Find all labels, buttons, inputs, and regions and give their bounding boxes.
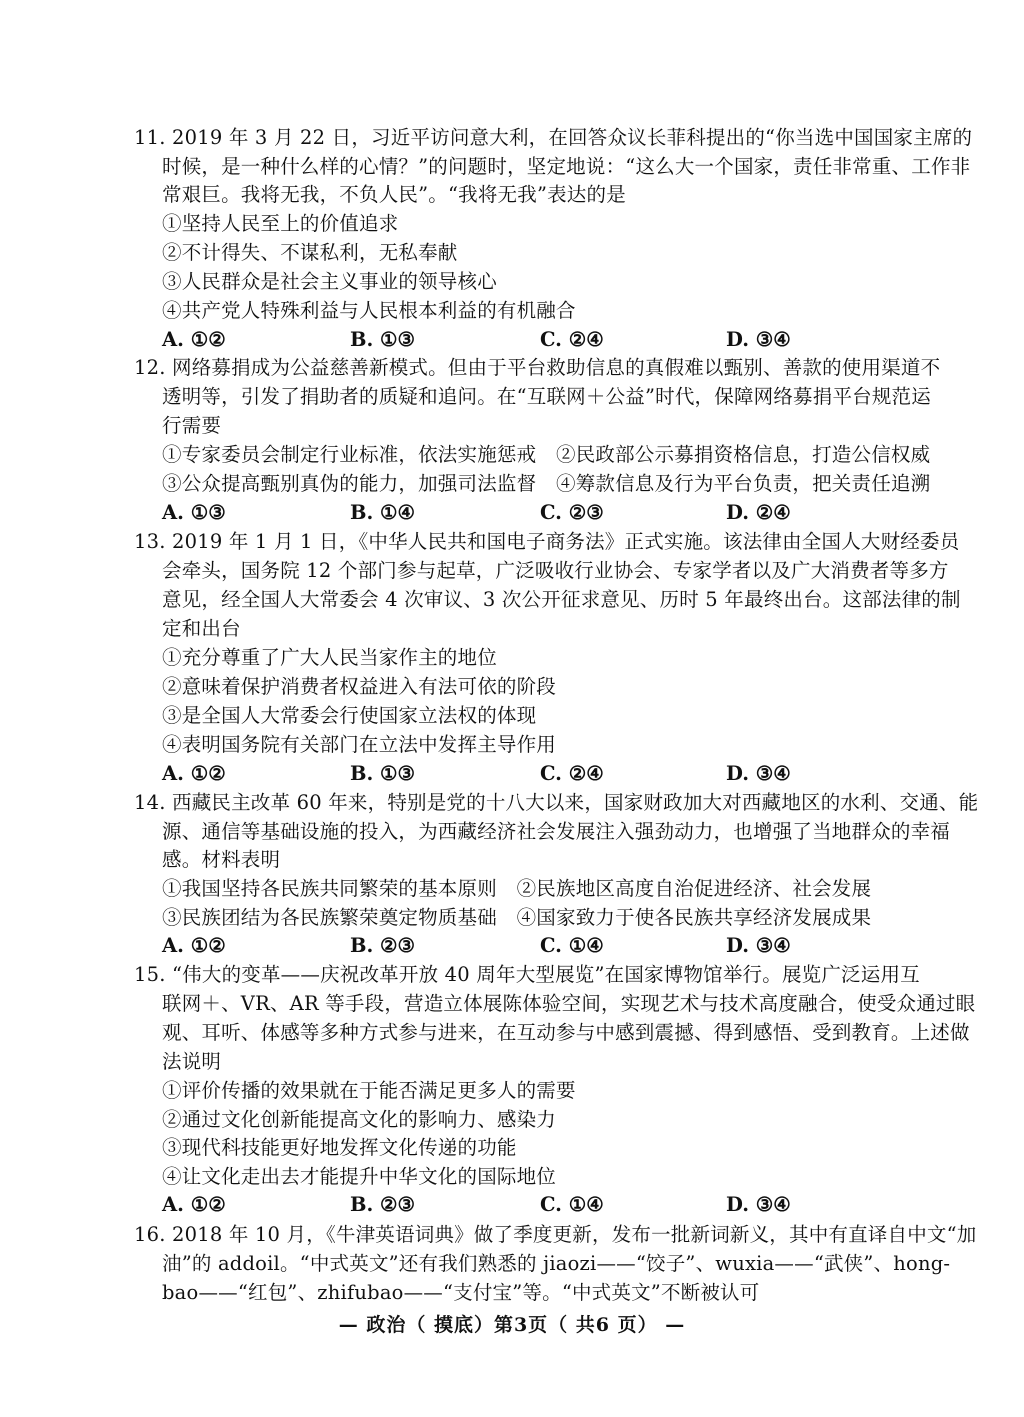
question-13-item-4: ④表明国务院有关部门在立法中发挥主导作用 xyxy=(162,733,557,756)
question-12-stem-line-1: 12. 网络募捐成为公益慈善新模式。但由于平台救助信息的真假难以甄别、善款的使用渠道不 xyxy=(134,356,941,379)
question-13-answer-d: D. ③④ xyxy=(726,762,791,785)
question-14-stem-line-2: 源、通信等基础设施的投入，为西藏经济社会发展注入强劲动力，也增强了当地群众的幸福 xyxy=(162,820,951,843)
question-11-item-4: ④共产党人特殊利益与人民根本利益的有机融合 xyxy=(162,299,576,322)
question-15-answer-d: D. ③④ xyxy=(726,1193,791,1216)
question-16-stem-line-1: 16. 2018 年 10 月，《牛津英语词典》做了季度更新，发布一批新词新义，其中有直译自中文“加 xyxy=(134,1223,977,1246)
question-14-item-2: ③民族团结为各民族繁荣奠定物质基础 ④国家致力于使各民族共享经济发展成果 xyxy=(162,906,872,929)
question-11-answer-a: A. ①② xyxy=(162,328,226,351)
question-12-answer-a: A. ①③ xyxy=(162,501,226,524)
question-14-answer-b: B. ②③ xyxy=(350,934,416,957)
question-13-item-2: ②意味着保护消费者权益进入有法可依的阶段 xyxy=(162,675,557,698)
question-11-stem-line-3: 常艰巨。我将无我，不负人民”。“我将无我”表达的是 xyxy=(162,183,626,206)
question-12-stem-line-3: 行需要 xyxy=(162,414,222,437)
question-13-stem-line-4: 定和出台 xyxy=(162,617,241,640)
question-13-stem-line-3: 意见，经全国人大常委会 4 次审议、3 次公开征求意见、历时 5 年最终出台。这部法律的制 xyxy=(162,588,961,611)
question-15-item-2: ②通过文化创新能提高文化的影响力、感染力 xyxy=(162,1108,557,1131)
question-14-answer-d: D. ③④ xyxy=(726,934,791,957)
question-11-answer-d: D. ③④ xyxy=(726,328,791,351)
question-14-answer-c: C. ①④ xyxy=(540,934,604,957)
question-13-stem-line-2: 会牵头，国务院 12 个部门参与起草，广泛吸收行业协会、专家学者以及广大消费者等多方 xyxy=(162,559,949,582)
question-13-answer-b: B. ①③ xyxy=(350,762,416,785)
question-14-stem-line-3: 感。材料表明 xyxy=(162,848,281,871)
question-13-answer-a: A. ①② xyxy=(162,762,226,785)
question-11-stem-line-1: 11. 2019 年 3 月 22 日，习近平访问意大利，在回答众议长菲科提出的“你当选中国国家主席的 xyxy=(134,126,973,149)
question-15-item-3: ③现代科技能更好地发挥文化传递的功能 xyxy=(162,1136,517,1159)
question-16-stem-line-2: 油”的 addoil。“中式英文”还有我们熟悉的 jiaozi——“饺子”、wuxia——“武侠”、hong- xyxy=(162,1252,951,1275)
question-16-stem-line-3: bao——“红包”、zhifubao——“支付宝”等。“中式英文”不断被认可 xyxy=(162,1281,760,1304)
question-12-stem-line-2: 透明等，引发了捐助者的质疑和追问。在“互联网＋公益”时代，保障网络募捐平台规范运 xyxy=(162,385,931,408)
question-15-item-4: ④让文化走出去才能提升中华文化的国际地位 xyxy=(162,1165,557,1188)
question-12-answer-c: C. ②③ xyxy=(540,501,604,524)
question-11-answer-c: C. ②④ xyxy=(540,328,604,351)
question-11-stem-line-2: 时候，是一种什么样的心情？”的问题时，坚定地说：“这么大一个国家，责任非常重、工作非 xyxy=(162,155,971,178)
question-12-answer-d: D. ②④ xyxy=(726,501,791,524)
question-15-answer-a: A. ①② xyxy=(162,1193,226,1216)
question-15-stem-line-3: 观、耳听、体感等多种方式参与进来，在互动参与中感到震撼、得到感悟、受到教育。上述做 xyxy=(162,1021,970,1044)
question-14-answer-a: A. ①② xyxy=(162,934,226,957)
question-13-stem-line-1: 13. 2019 年 1 月 1 日，《中华人民共和国电子商务法》正式实施。该法律由全国人大财经委员 xyxy=(134,530,960,553)
question-13-answer-c: C. ②④ xyxy=(540,762,604,785)
page-footer: — 政治（ 摸底）第3页（ 共6 页） — xyxy=(338,1314,686,1336)
question-14-item-1: ①我国坚持各民族共同繁荣的基本原则 ②民族地区高度自治促进经济、社会发展 xyxy=(162,877,872,900)
question-12-item-1: ①专家委员会制定行业标准，依法实施惩戒 ②民政部公示募捐资格信息，打造公信权威 xyxy=(162,443,931,466)
question-15-stem-line-1: 15. “伟大的变革——庆祝改革开放 40 周年大型展览”在国家博物馆举行。展览广泛运用互 xyxy=(134,963,920,986)
question-12-item-2: ③公众提高甄别真伪的能力，加强司法监督 ④筹款信息及行为平台负责，把关责任追溯 xyxy=(162,472,931,495)
question-13-item-1: ①充分尊重了广大人民当家作主的地位 xyxy=(162,646,497,669)
question-15-answer-b: B. ②③ xyxy=(350,1193,416,1216)
question-12-answer-b: B. ①④ xyxy=(350,501,416,524)
question-13-item-3: ③是全国人大常委会行使国家立法权的体现 xyxy=(162,704,537,727)
question-11-item-1: ①坚持人民至上的价值追求 xyxy=(162,212,399,235)
question-15-item-1: ①评价传播的效果就在于能否满足更多人的需要 xyxy=(162,1079,576,1102)
question-15-stem-line-2: 联网＋、VR、AR 等手段，营造立体展陈体验空间，实现艺术与技术高度融合，使受众通过眼 xyxy=(162,992,976,1015)
question-15-stem-line-4: 法说明 xyxy=(162,1050,222,1073)
question-11-item-2: ②不计得失、不谋私利，无私奉献 xyxy=(162,241,458,264)
question-11-answer-b: B. ①③ xyxy=(350,328,416,351)
question-14-stem-line-1: 14. 西藏民主改革 60 年来，特别是党的十八大以来，国家财政加大对西藏地区的水利、交通、能 xyxy=(134,791,979,814)
question-15-answer-c: C. ①④ xyxy=(540,1193,604,1216)
question-11-item-3: ③人民群众是社会主义事业的领导核心 xyxy=(162,270,497,293)
